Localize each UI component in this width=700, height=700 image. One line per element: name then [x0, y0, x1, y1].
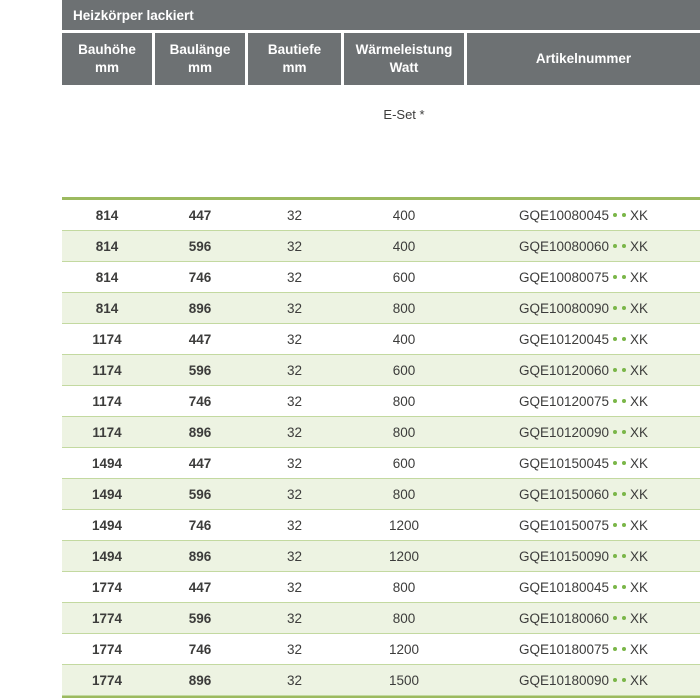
- cell-bautiefe: 32: [286, 455, 303, 471]
- subheader-eset: E-Set *: [383, 107, 425, 122]
- cell-baulaenge: 746: [188, 641, 212, 657]
- cell-bauhoehe: 814: [95, 207, 119, 223]
- cell-artikelnummer: [467, 611, 700, 626]
- color-code-dot-icon: [622, 306, 626, 310]
- table-bottom-line: [62, 696, 700, 698]
- color-code-dot-icon: [613, 678, 617, 682]
- color-code-dot-icon: [622, 616, 626, 620]
- cell-baulaenge: 596: [188, 610, 212, 626]
- artikel-prefix: GQE10150045: [518, 455, 610, 471]
- cell-artikelnummer: [467, 332, 700, 347]
- cell-artikelnummer: [467, 363, 700, 378]
- cell-bauhoehe: 814: [95, 238, 119, 254]
- artikel-suffix: XK: [630, 455, 649, 471]
- cell-bautiefe: 32: [286, 486, 303, 502]
- cell-artikelnummer: [467, 239, 700, 254]
- artikel-suffix: XK: [630, 269, 649, 285]
- color-code-dot-icon: [613, 647, 617, 651]
- cell-baulaenge: 896: [188, 300, 212, 316]
- column-header-baulaenge: Baulänge mm: [155, 33, 245, 85]
- cell-bauhoehe: 1174: [92, 393, 122, 409]
- artikel-suffix: XK: [630, 579, 649, 595]
- cell-baulaenge: 896: [188, 548, 212, 564]
- cell-bautiefe: 32: [286, 579, 303, 595]
- color-code-dot-icon: [622, 337, 626, 341]
- cell-waermeleistung: 400: [392, 331, 416, 347]
- cell-bauhoehe: 1774: [91, 672, 123, 688]
- table-title-bar: [62, 0, 700, 30]
- color-code-dot-icon: [622, 585, 626, 589]
- cell-waermeleistung: 400: [392, 207, 416, 223]
- cell-baulaenge: 447: [188, 579, 212, 595]
- color-code-dot-icon: [622, 523, 626, 527]
- cell-baulaenge: 746: [188, 517, 212, 533]
- column-header-bauhoehe: Bauhöhe mm: [62, 33, 152, 85]
- cell-waermeleistung: 600: [392, 362, 416, 378]
- artikel-prefix: GQE10080060: [518, 238, 610, 254]
- cell-bautiefe: 32: [286, 610, 303, 626]
- column-header-waermeleistung: Wärmeleistung Watt: [344, 33, 464, 85]
- table-row: [62, 324, 700, 355]
- table-row: [62, 231, 700, 262]
- artikel-prefix: GQE10180075: [518, 641, 610, 657]
- cell-baulaenge: 896: [188, 424, 212, 440]
- cell-bautiefe: 32: [286, 517, 303, 533]
- cell-artikelnummer: [467, 270, 700, 285]
- cell-bautiefe: 32: [286, 393, 303, 409]
- cell-bautiefe: 32: [286, 672, 303, 688]
- cell-baulaenge: 447: [188, 455, 212, 471]
- cell-baulaenge: 596: [188, 238, 212, 254]
- cell-artikelnummer: [467, 456, 700, 471]
- cell-bauhoehe: 1174: [92, 362, 122, 378]
- color-code-dot-icon: [613, 306, 617, 310]
- table-title: Heizkörper lackiert: [73, 7, 194, 23]
- cell-bauhoehe: 1774: [91, 579, 123, 595]
- artikel-suffix: XK: [630, 300, 649, 316]
- subheader-area: [62, 85, 700, 197]
- cell-baulaenge: 447: [188, 331, 212, 347]
- cell-bautiefe: 32: [286, 362, 303, 378]
- cell-bautiefe: 32: [286, 641, 303, 657]
- table-row: [62, 665, 700, 696]
- cell-waermeleistung: 800: [392, 579, 416, 595]
- table-row: [62, 355, 700, 386]
- cell-bauhoehe: 1774: [91, 610, 123, 626]
- color-code-dot-icon: [613, 585, 617, 589]
- cell-waermeleistung: 400: [392, 238, 416, 254]
- cell-artikelnummer: [467, 208, 700, 223]
- color-code-dot-icon: [622, 244, 626, 248]
- color-code-dot-icon: [613, 399, 617, 403]
- artikel-prefix: GQE10120060: [518, 362, 610, 378]
- color-code-dot-icon: [613, 554, 617, 558]
- cell-baulaenge: 596: [188, 486, 212, 502]
- table-row: [62, 634, 700, 665]
- cell-waermeleistung: 1200: [388, 517, 420, 533]
- color-code-dot-icon: [622, 647, 626, 651]
- color-code-dot-icon: [622, 430, 626, 434]
- table-row: [62, 541, 700, 572]
- cell-waermeleistung: 1500: [388, 672, 420, 688]
- artikel-prefix: GQE10120075: [518, 393, 610, 409]
- artikel-suffix: XK: [630, 517, 649, 533]
- color-code-dot-icon: [613, 616, 617, 620]
- artikel-prefix: GQE10120090: [518, 424, 610, 440]
- cell-artikelnummer: [467, 425, 700, 440]
- color-code-dot-icon: [613, 492, 617, 496]
- artikel-suffix: XK: [630, 238, 649, 254]
- cell-artikelnummer: [467, 487, 700, 502]
- cell-waermeleistung: 1200: [388, 548, 420, 564]
- color-code-dot-icon: [622, 275, 626, 279]
- cell-bautiefe: 32: [286, 207, 303, 223]
- cell-bautiefe: 32: [286, 331, 303, 347]
- artikel-prefix: GQE10150075: [518, 517, 610, 533]
- table-row: [62, 603, 700, 634]
- cell-waermeleistung: 600: [392, 455, 416, 471]
- cell-bauhoehe: 1494: [91, 517, 123, 533]
- cell-artikelnummer: [467, 394, 700, 409]
- artikel-prefix: GQE10080075: [518, 269, 610, 285]
- cell-bautiefe: 32: [286, 269, 303, 285]
- color-code-dot-icon: [622, 461, 626, 465]
- table-row: [62, 448, 700, 479]
- cell-waermeleistung: 800: [392, 300, 416, 316]
- artikel-prefix: GQE10180060: [518, 610, 610, 626]
- artikel-prefix: GQE10150060: [518, 486, 610, 502]
- color-code-dot-icon: [613, 213, 617, 217]
- table-row: [62, 200, 700, 231]
- table-row: [62, 510, 700, 541]
- artikel-prefix: GQE10150090: [518, 548, 610, 564]
- artikel-suffix: XK: [630, 362, 649, 378]
- cell-baulaenge: 896: [188, 672, 212, 688]
- color-code-dot-icon: [613, 244, 617, 248]
- cell-waermeleistung: 1200: [388, 641, 420, 657]
- color-code-dot-icon: [622, 213, 626, 217]
- artikel-prefix: GQE10120045: [518, 331, 610, 347]
- cell-waermeleistung: 800: [392, 486, 416, 502]
- cell-waermeleistung: 800: [392, 610, 416, 626]
- table-row: [62, 572, 700, 603]
- cell-baulaenge: 596: [188, 362, 212, 378]
- artikel-prefix: GQE10080045: [518, 207, 610, 223]
- cell-bauhoehe: 1494: [91, 486, 123, 502]
- artikel-prefix: GQE10180045: [518, 579, 610, 595]
- table-header-row: [62, 33, 700, 85]
- cell-bautiefe: 32: [286, 300, 303, 316]
- artikel-suffix: XK: [630, 548, 649, 564]
- cell-baulaenge: 447: [188, 207, 212, 223]
- table-row: [62, 262, 700, 293]
- artikel-suffix: XK: [630, 672, 649, 688]
- table-rows: [62, 200, 700, 696]
- cell-bauhoehe: 814: [95, 300, 119, 316]
- artikel-suffix: XK: [630, 207, 649, 223]
- cell-bautiefe: 32: [286, 548, 303, 564]
- column-header-artikelnummer: Artikelnummer: [467, 33, 700, 85]
- artikel-suffix: XK: [630, 641, 649, 657]
- cell-waermeleistung: 800: [392, 393, 416, 409]
- artikel-suffix: XK: [630, 424, 649, 440]
- cell-baulaenge: 746: [188, 393, 212, 409]
- cell-artikelnummer: [467, 301, 700, 316]
- color-code-dot-icon: [622, 399, 626, 403]
- color-code-dot-icon: [613, 275, 617, 279]
- cell-artikelnummer: [467, 580, 700, 595]
- cell-bauhoehe: 1174: [92, 424, 122, 440]
- color-code-dot-icon: [613, 461, 617, 465]
- cell-bautiefe: 32: [286, 424, 303, 440]
- color-code-dot-icon: [622, 368, 626, 372]
- cell-artikelnummer: [467, 673, 700, 688]
- cell-waermeleistung: 800: [392, 424, 416, 440]
- color-code-dot-icon: [613, 430, 617, 434]
- cell-bautiefe: 32: [286, 238, 303, 254]
- table-row: [62, 417, 700, 448]
- color-code-dot-icon: [613, 368, 617, 372]
- artikel-suffix: XK: [630, 486, 649, 502]
- color-code-dot-icon: [622, 554, 626, 558]
- cell-artikelnummer: [467, 549, 700, 564]
- table-row: [62, 386, 700, 417]
- cell-waermeleistung: 600: [392, 269, 416, 285]
- artikel-prefix: GQE10180090: [518, 672, 610, 688]
- cell-artikelnummer: [467, 518, 700, 533]
- cell-bauhoehe: 1494: [91, 455, 123, 471]
- cell-bauhoehe: 1494: [91, 548, 123, 564]
- table-row: [62, 479, 700, 510]
- color-code-dot-icon: [622, 678, 626, 682]
- artikel-suffix: XK: [630, 331, 649, 347]
- cell-artikelnummer: [467, 642, 700, 657]
- product-table: [62, 0, 700, 698]
- table-row: [62, 293, 700, 324]
- color-code-dot-icon: [613, 523, 617, 527]
- column-header-bautiefe: Bautiefe mm: [248, 33, 341, 85]
- artikel-suffix: XK: [630, 393, 649, 409]
- cell-baulaenge: 746: [188, 269, 212, 285]
- color-code-dot-icon: [622, 492, 626, 496]
- color-code-dot-icon: [613, 337, 617, 341]
- cell-bauhoehe: 814: [95, 269, 119, 285]
- cell-bauhoehe: 1174: [92, 331, 122, 347]
- artikel-suffix: XK: [630, 610, 649, 626]
- cell-bauhoehe: 1774: [91, 641, 123, 657]
- artikel-prefix: GQE10080090: [518, 300, 610, 316]
